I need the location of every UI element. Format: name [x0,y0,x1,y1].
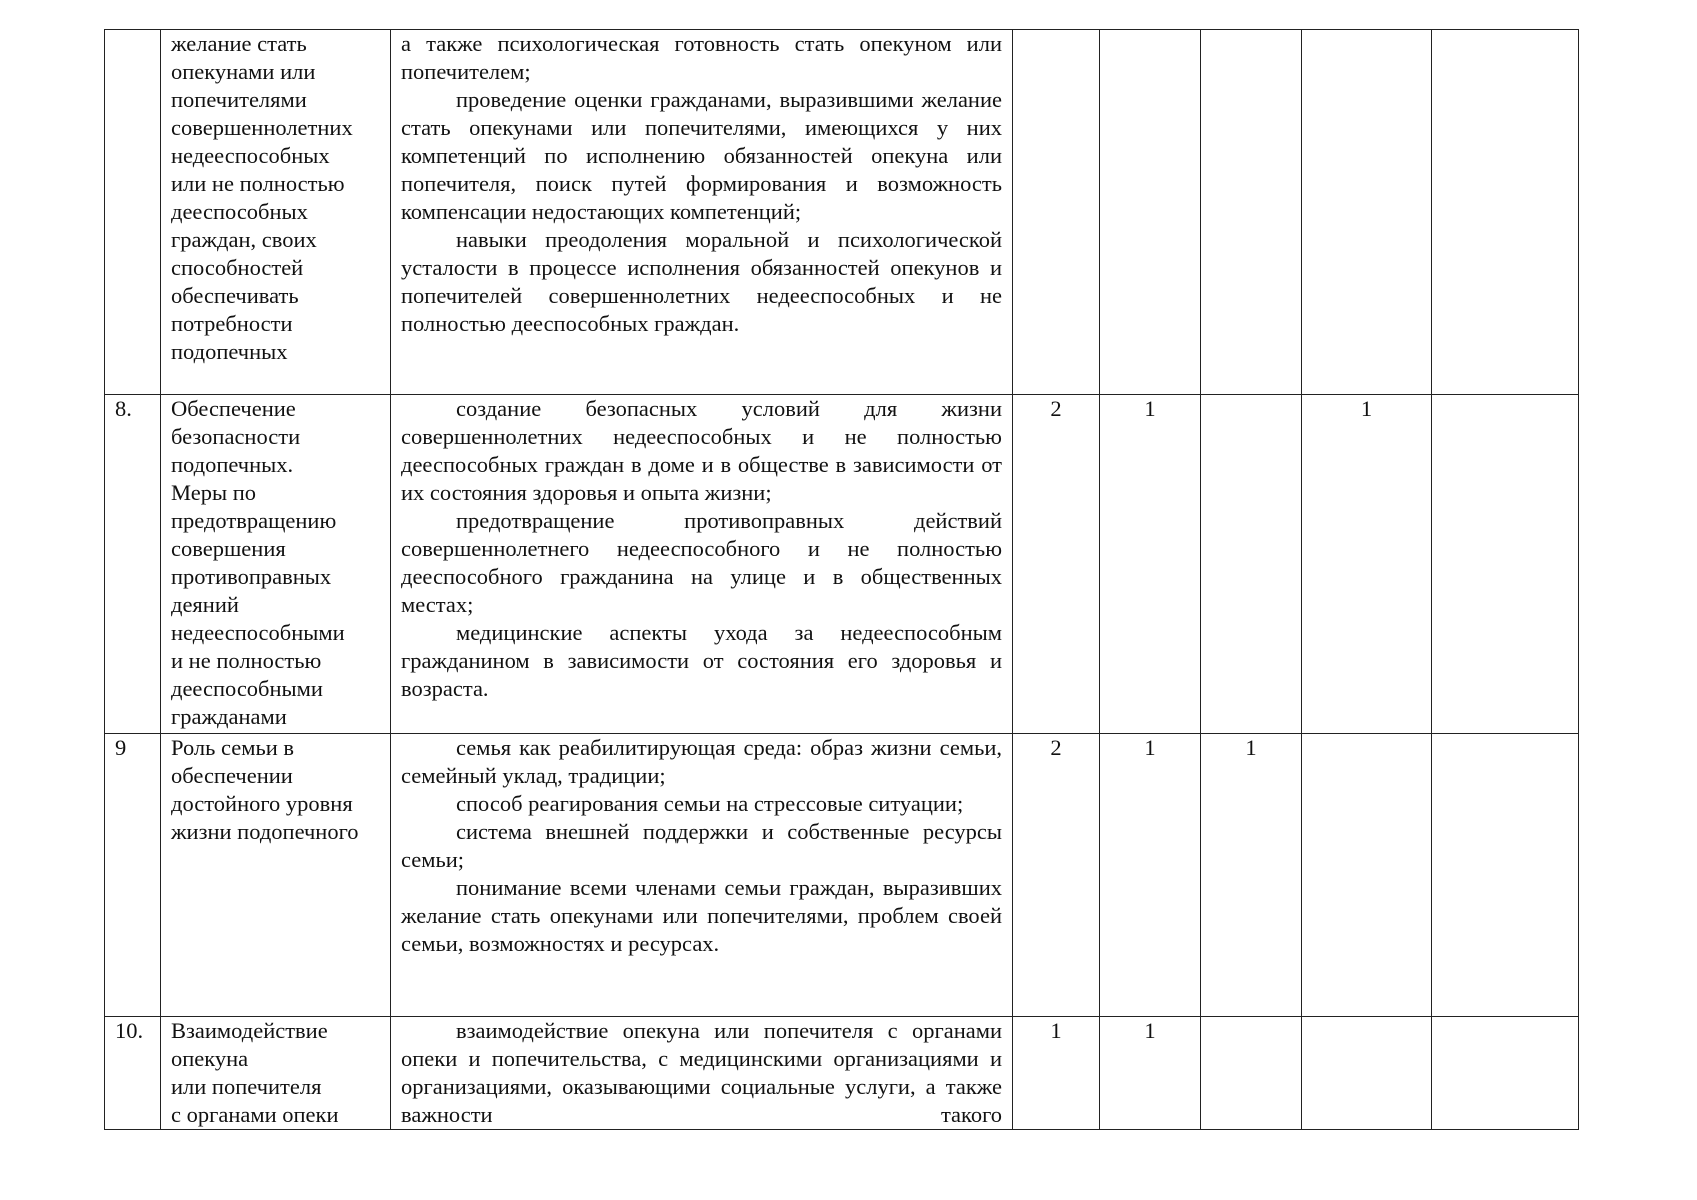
topic-line: дееспособных [171,199,308,224]
topic-line: желание стать [171,31,307,56]
row-number: 9 [105,734,161,1017]
topic-line: потребности [171,311,293,336]
topic-line: или попечителя [171,1074,322,1099]
topic-line: граждан, своих [171,227,317,252]
content-paragraph: система внешней поддержки и собственные ресурсы семьи; [401,819,1002,872]
topic-line: противоправных [171,564,332,589]
content-cell [391,1017,1013,1130]
table-row [105,395,1579,734]
hours-col-3: 1 [1201,734,1302,1017]
hours-col-4 [1302,1017,1432,1130]
table-row [105,1017,1579,1130]
topic-line: совершеннолетних [171,115,353,140]
topic-line: гражданами [171,704,287,729]
topic-line: опекуна [171,1046,249,1071]
content-paragraph: а также психологическая готовность стать опекуном или попечителем; [401,31,1002,84]
content-cell [391,734,1013,1017]
curriculum-table [104,29,1579,1130]
topic-line: подопечных. [171,452,294,477]
content-paragraph: медицинские аспекты ухода за недееспособным гражданином в зависимости от состояния его здоровья и возраста. [401,620,1002,701]
content-paragraph: семья как реабилитирующая среда: образ жизни семьи, семейный уклад, традиции; [401,735,1002,788]
hours-col-4 [1302,30,1432,395]
topic-line: безопасности [171,424,301,449]
hours-col-3 [1201,1017,1302,1130]
topic-line: с органами опеки [171,1102,339,1127]
content-paragraph: создание безопасных условий для жизни совершеннолетних недееспособных и не полностью дееспособных граждан в доме и в обществе в зависимости от их состояния здоровья и опыта жизни; [401,396,1002,505]
row-number: 10. [105,1017,161,1130]
topic-line: недееспособных [171,143,330,168]
topic-line: Взаимодействие [171,1018,328,1043]
content-paragraph: проведение оценки гражданами, выразившими желание стать опекунами или попечителями, имеющихся у них компетенций по исполнению обязанностей опекуна или попечителя, поиск путей формирования и возможность компенсации недостающих компетенций; [401,87,1002,224]
content-paragraph: навыки преодоления моральной и психологической усталости в процессе исполнения обязанностей опекунов и попечителей совершеннолетних недееспособных и не полностью дееспособных граждан. [401,227,1002,336]
hours-col-4 [1302,734,1432,1017]
topic-line: способностей [171,255,304,280]
hours-col-5 [1432,395,1579,734]
content-paragraph: способ реагирования семьи на стрессовые ситуации; [456,791,964,816]
table-body [105,30,1579,1130]
row-number [105,30,161,395]
content-cell [391,395,1013,734]
topic-line: обеспечении [171,763,293,788]
topic-line: совершения [171,536,286,561]
topic-cell [161,1017,391,1130]
topic-line: или не полностью [171,171,345,196]
topic-line: деяний [171,592,239,617]
hours-col-5 [1432,734,1579,1017]
table-row [105,734,1579,1017]
topic-line: достойного уровня [171,791,353,816]
hours-total: 1 [1013,1017,1100,1130]
content-paragraph: взаимодействие опекуна или попечителя с органами опеки и попечительства, с медицинскими организациями и организациями, оказывающими социальные услуги, а также важности такого [401,1018,1002,1127]
table-row [105,30,1579,395]
topic-cell [161,395,391,734]
topic-line: подопечных [171,339,288,364]
topic-line: и не полностью [171,648,322,673]
hours-col-2: 1 [1100,734,1201,1017]
hours-col-5 [1432,1017,1579,1130]
hours-total: 2 [1013,395,1100,734]
row-number: 8. [105,395,161,734]
hours-col-3 [1201,395,1302,734]
topic-line: Меры по [171,480,256,505]
content-paragraph: предотвращение противоправных действий совершеннолетнего недееспособного и не полностью дееспособного гражданина на улице и в общественных местах; [401,508,1002,617]
topic-line: Роль семьи в [171,735,295,760]
hours-col-3 [1201,30,1302,395]
hours-total [1013,30,1100,395]
hours-col-2 [1100,30,1201,395]
content-paragraph: понимание всеми членами семьи граждан, выразивших желание стать опекунами или попечителями, проблем своей семьи, возможностях и ресурсах. [401,875,1002,956]
hours-total: 2 [1013,734,1100,1017]
topic-line: дееспособными [171,676,323,701]
topic-line: жизни подопечного [171,819,359,844]
topic-line: обеспечивать [171,283,299,308]
hours-col-2: 1 [1100,395,1201,734]
topic-line: предотвращению [171,508,337,533]
content-cell [391,30,1013,395]
topic-line: опекунами или [171,59,316,84]
topic-line: недееспособными [171,620,345,645]
hours-col-2: 1 [1100,1017,1201,1130]
topic-line: попечителями [171,87,307,112]
topic-cell [161,734,391,1017]
hours-col-4: 1 [1302,395,1432,734]
hours-col-5 [1432,30,1579,395]
topic-cell [161,30,391,395]
topic-line: Обеспечение [171,396,296,421]
